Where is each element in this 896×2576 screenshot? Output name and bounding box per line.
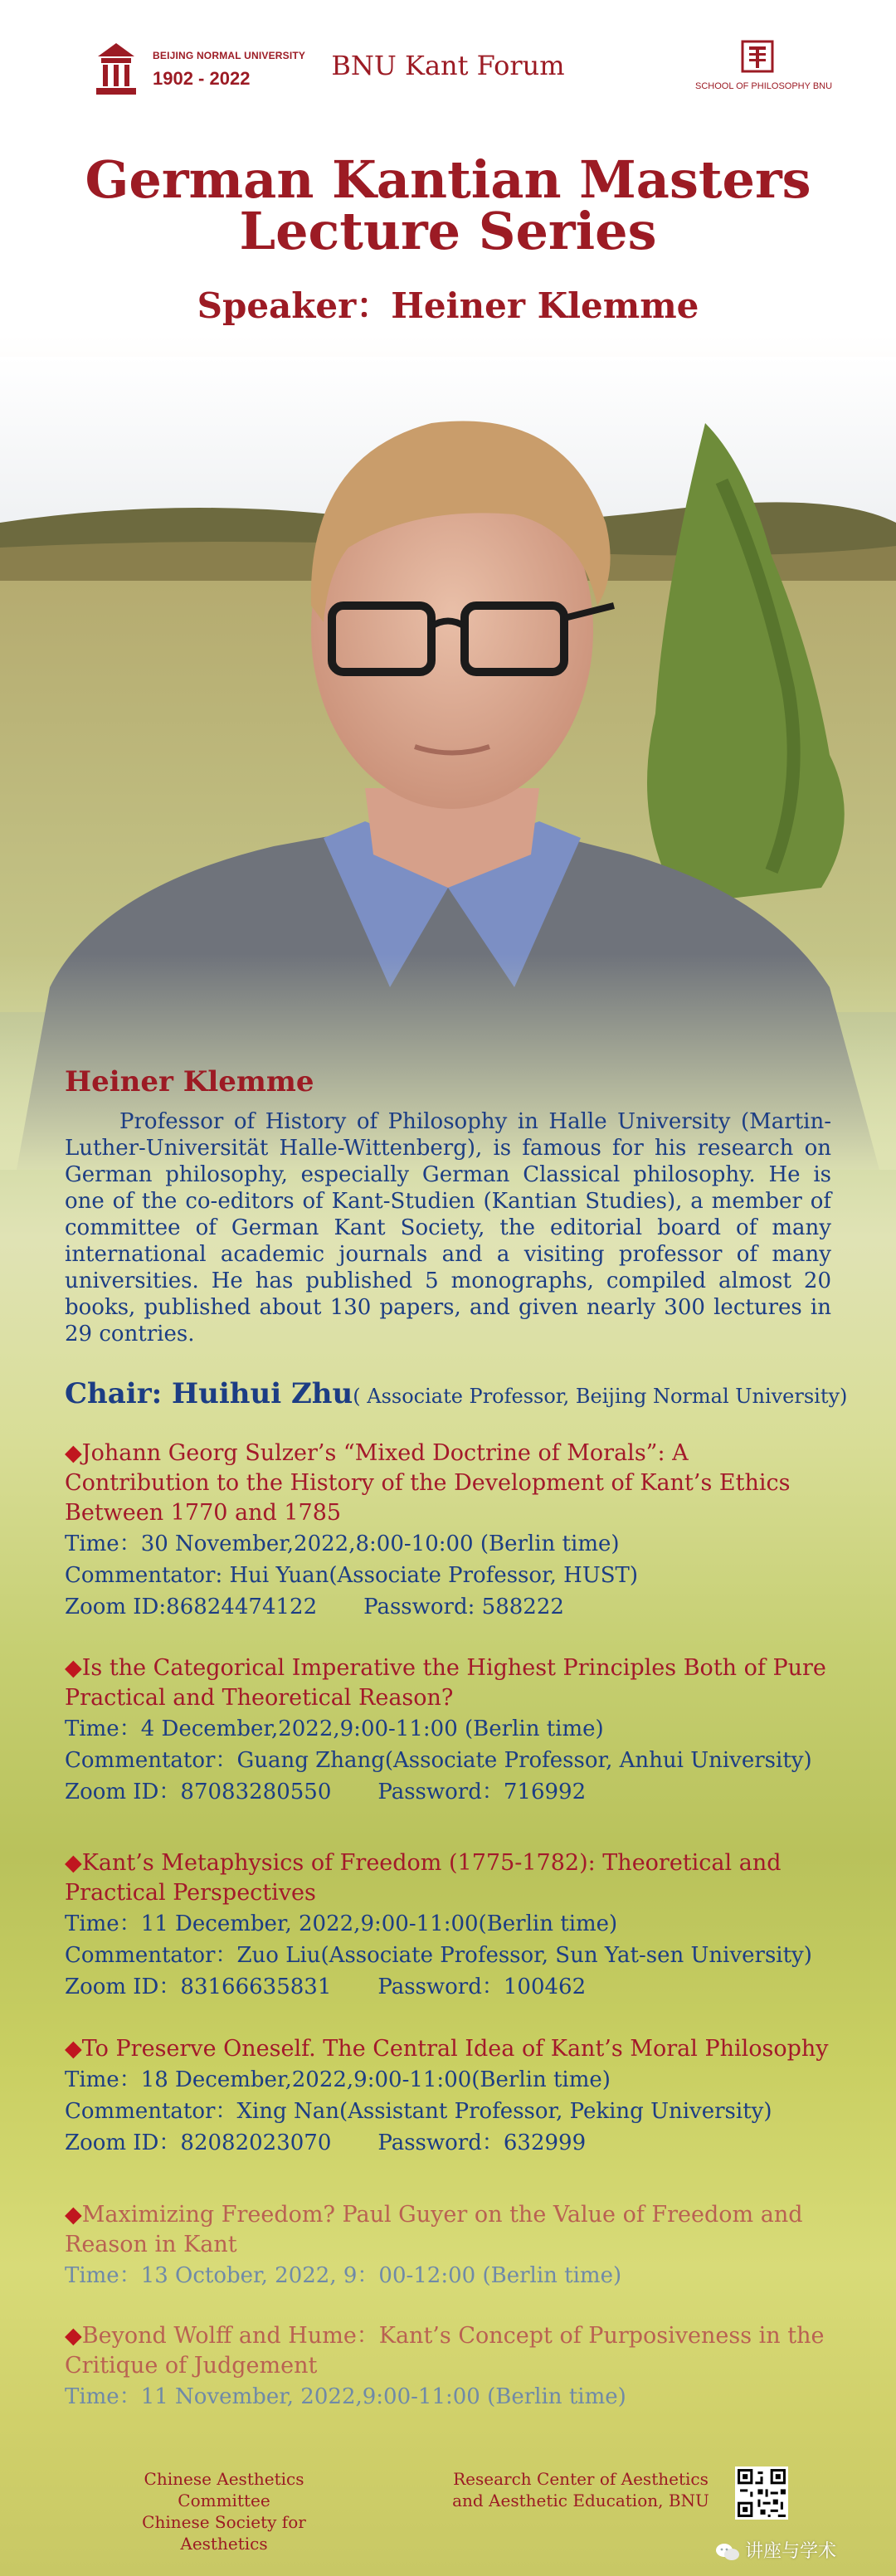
diamond-bullet-icon: ◆	[65, 1440, 82, 1466]
lecture-zoom	[65, 1971, 831, 2003]
zoom-password: Password：632999	[377, 2130, 587, 2155]
lecture-title: ◆Johann Georg Sulzer’s “Mixed Doctrine of Morals”: A Contribution to the History of the Development of Kant’s Ethics Between 1770 and 1785	[65, 1440, 791, 1526]
lecture-1	[65, 1439, 831, 1623]
lecture-title: ◆Maximizing Freedom? Paul Guyer on the Value of Freedom and Reason in Kant	[65, 2202, 803, 2257]
chair-line	[65, 1377, 848, 1410]
zoom-password: Password：100462	[377, 1975, 587, 1999]
lecture-title: ◆Beyond Wolff and Hume：Kant’s Concept of Purposiveness in the Critique of Judgement	[65, 2323, 825, 2379]
lecture-commentator: Commentator: Hui Yuan(Associate Professor, HUST)	[65, 1563, 639, 1588]
wechat-icon	[715, 2543, 740, 2561]
lecture-3	[65, 1848, 831, 2003]
lecture-zoom	[65, 1591, 831, 1623]
university-years: 1902 - 2022	[153, 68, 251, 89]
zoom-password: Password: 588222	[363, 1595, 564, 1619]
series-title: German Kantian Masters Lecture Series	[85, 149, 811, 261]
lecture-time: Time：11 December, 2022,9:00-11:00(Berlin time)	[65, 1911, 618, 1936]
lecture-time: Time：4 December,2022,9:00-11:00 (Berlin time)	[65, 1717, 604, 1741]
footer-organizer-right: Research Center of Aesthetics and Aesthetic Education, BNU	[452, 2469, 709, 2510]
diamond-bullet-icon: ◆	[65, 2036, 82, 2062]
lecture-2	[65, 1653, 831, 1808]
lecture-title: ◆To Preserve Oneself. The Central Idea of Kant’s Moral Philosophy	[65, 2036, 829, 2062]
zoom-id: Zoom ID：87083280550	[65, 1780, 332, 1804]
zoom-password: Password：716992	[377, 1780, 587, 1804]
lecture-commentator: Commentator：Guang Zhang(Associate Professor, Anhui University)	[65, 1748, 812, 1773]
forum-name: BNU Kant Forum	[331, 50, 565, 81]
philosophy-school-icon	[739, 38, 776, 75]
bio-text: Professor of History of Philosophy in Halle University (Martin-Luther-Universität Halle-Wittenberg), is famous for his research on German philosophy, especially German Classical philosophy. He is one of the co-editors of Kant-Studien (Kantian Studies), a member of committee of German Kant Society, the editorial board of many international academic journals and a visiting professor of many universities. He has published 5 monographs, compiled almost 20 books, published about 130 papers, and given nearly 300 lectures in 29 contries.	[65, 1109, 831, 1346]
bnu-emblem-icon	[93, 40, 139, 98]
philosophy-school-logo	[695, 38, 833, 105]
chair-affiliation: ( Associate Professor, Beijing Normal University)	[353, 1385, 848, 1408]
lecture-title: ◆Is the Categorical Imperative the Highest Principles Both of Pure Practical and Theoretical Reason?	[65, 1655, 826, 1711]
school-name: SCHOOL OF PHILOSOPHY BNU	[695, 81, 833, 91]
lecture-time: Time：11 November, 2022,9:00-11:00 (Berlin time)	[65, 2384, 626, 2409]
lecture-zoom	[65, 1776, 831, 1808]
lecture-zoom	[65, 2127, 831, 2159]
lecture-4	[65, 2034, 831, 2159]
chair-label: Chair: Huihui Zhu	[65, 1377, 353, 1410]
footer-organizer-left: Chinese Aesthetics Committee Chinese Society for Aesthetics	[142, 2469, 306, 2554]
qr-code-icon	[735, 2466, 788, 2520]
speaker-photo	[0, 357, 896, 1170]
lecture-6	[65, 2321, 831, 2413]
lecture-time: Time：13 October, 2022, 9：00-12:00 (Berlin time)	[65, 2263, 622, 2288]
diamond-bullet-icon: ◆	[65, 1655, 82, 1681]
bio-name: Heiner Klemme	[65, 1065, 314, 1098]
zoom-id: Zoom ID:86824474122	[65, 1595, 318, 1619]
lecture-commentator: Commentator：Zuo Liu(Associate Professor, Sun Yat-sen University)	[65, 1943, 812, 1968]
diamond-bullet-icon: ◆	[65, 2202, 82, 2228]
diamond-bullet-icon: ◆	[65, 2323, 82, 2349]
watermark: 讲座与学术	[715, 2537, 836, 2563]
zoom-id: Zoom ID：83166635831	[65, 1975, 332, 1999]
speaker-line: Speaker：Heiner Klemme	[197, 285, 699, 326]
zoom-id: Zoom ID：82082023070	[65, 2130, 332, 2155]
diamond-bullet-icon: ◆	[65, 1850, 82, 1876]
bnu-logo	[93, 40, 306, 106]
university-name: BEIJING NORMAL UNIVERSITY	[153, 50, 306, 61]
lecture-commentator: Commentator：Xing Nan(Assistant Professor, Peking University)	[65, 2099, 772, 2124]
lecture-time: Time：30 November,2022,8:00-10:00 (Berlin time)	[65, 1531, 620, 1556]
lecture-title: ◆Kant’s Metaphysics of Freedom (1775-1782): Theoretical and Practical Perspectives	[65, 1850, 782, 1906]
lecture-5	[65, 2200, 831, 2291]
lecture-time: Time：18 December,2022,9:00-11:00(Berlin time)	[65, 2067, 611, 2092]
